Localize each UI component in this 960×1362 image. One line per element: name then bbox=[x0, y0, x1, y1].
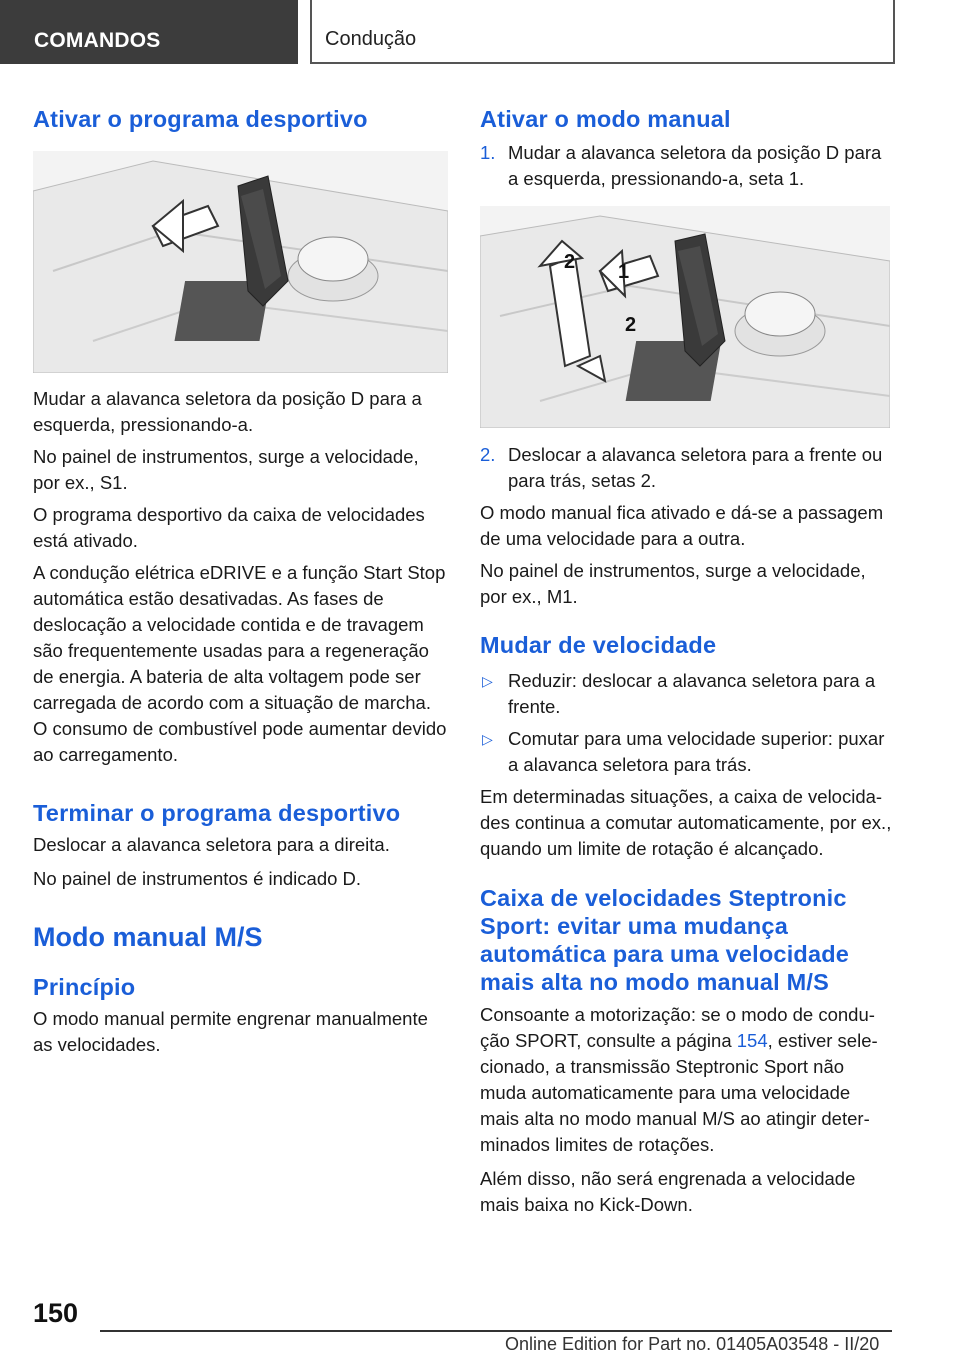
list-item bbox=[480, 668, 892, 720]
edition-note: Online Edition for Part no. 01405A03548 - II/20 bbox=[505, 1334, 880, 1354]
figure-selector-lever-left bbox=[33, 151, 448, 373]
bullet-triangle-icon: ▷ bbox=[482, 731, 493, 747]
page-link[interactable]: 154 bbox=[736, 1030, 768, 1051]
step-number: 1. bbox=[480, 142, 496, 163]
figure-selector-lever-right bbox=[480, 206, 890, 428]
footer-divider bbox=[100, 1330, 892, 1332]
text: Consoante a motorização: se o modo de condução SPORT, consulte a página bbox=[480, 1004, 875, 1051]
paragraph: Mudar a alavanca seletora da posição D para a esquerda, pressionando-a. bbox=[33, 388, 422, 435]
page-number: 150 bbox=[33, 1298, 79, 1328]
heading-end-sport: Terminar o programa desportivo bbox=[33, 800, 401, 826]
right-column bbox=[480, 100, 892, 1218]
step-item bbox=[480, 442, 892, 494]
step-text: Mudar a alavanca seletora da posição D para a esquerda, pressionando-a, seta 1. bbox=[508, 142, 882, 189]
step-text: Deslocar a alavanca seletora para a frente ou para trás, setas 2. bbox=[508, 444, 883, 491]
step-item bbox=[480, 140, 892, 192]
bullet-triangle-icon: ▷ bbox=[482, 673, 493, 689]
paragraph: Além disso, não será engrenada a velocidade mais baixa no Kick-Down. bbox=[480, 1168, 856, 1215]
paragraph: O modo manual permite engrenar manualmente as velocidades. bbox=[33, 1008, 428, 1055]
paragraph bbox=[480, 1002, 892, 1158]
heading-steptronic: Caixa de velocidades Steptronic Sport: evitar uma mudança automática para uma velocidade mais alta no modo manual M/S bbox=[480, 885, 850, 995]
step-number: 2. bbox=[480, 444, 496, 465]
heading-manual-mode: Modo manual M/S bbox=[33, 922, 263, 952]
arrow-label-2-down: 2 bbox=[625, 314, 637, 336]
paragraph: No painel de instrumentos, surge a velocidade, por ex., S1. bbox=[33, 446, 419, 493]
list-item bbox=[480, 726, 892, 778]
heading-change-gear: Mudar de velocidade bbox=[480, 632, 717, 658]
paragraph: No painel de instrumentos, surge a velocidade, por ex., M1. bbox=[480, 560, 866, 607]
paragraph: No painel de instrumentos é indicado D. bbox=[33, 868, 362, 889]
text: , estiver selecionado, a transmissão Steptronic Sport não muda automaticamente para uma velocidade mais alta no modo manual M/S ao atingir determinados limites de rotações. bbox=[480, 1030, 878, 1155]
arrow-label-2-up: 2 bbox=[564, 251, 576, 273]
chapter-tab: COMANDOS bbox=[0, 0, 298, 64]
paragraph: O modo manual fica ativado e dá-se a passagem de uma velocidade para a outra. bbox=[480, 502, 884, 549]
arrow-label-1: 1 bbox=[618, 261, 630, 283]
paragraph: A condução elétrica eDRIVE e a função Start Stop automática estão desativadas. As fases de deslocação a velocidade contida e de travagem são frequentemente usadas para a regeneração de energia. A bateria de alta voltagem pode ser carregada de acordo com a situação de marcha. O consumo de combustível pode aumentar devido ao carregamento. bbox=[33, 562, 447, 765]
heading-activate-manual: Ativar o modo manual bbox=[480, 106, 731, 132]
paragraph: O programa desportivo da caixa de velocidades está ativado. bbox=[33, 504, 425, 551]
heading-activate-sport: Ativar o programa desportivo bbox=[33, 106, 368, 132]
list-item-text: Reduzir: deslocar a alavanca seletora para a frente. bbox=[508, 670, 876, 717]
heading-principle: Princípio bbox=[33, 974, 136, 1000]
list-item-text: Comutar para uma velocidade superior: puxar a alavanca seletora para trás. bbox=[508, 728, 885, 775]
paragraph: Em determinadas situações, a caixa de velocidades continua a comutar automaticamente, por ex., quando um limite de rotação é alcançado. bbox=[480, 786, 892, 859]
paragraph: Deslocar a alavanca seletora para a direita. bbox=[33, 834, 390, 855]
left-column bbox=[33, 100, 448, 1058]
section-title: Condução bbox=[325, 28, 417, 50]
